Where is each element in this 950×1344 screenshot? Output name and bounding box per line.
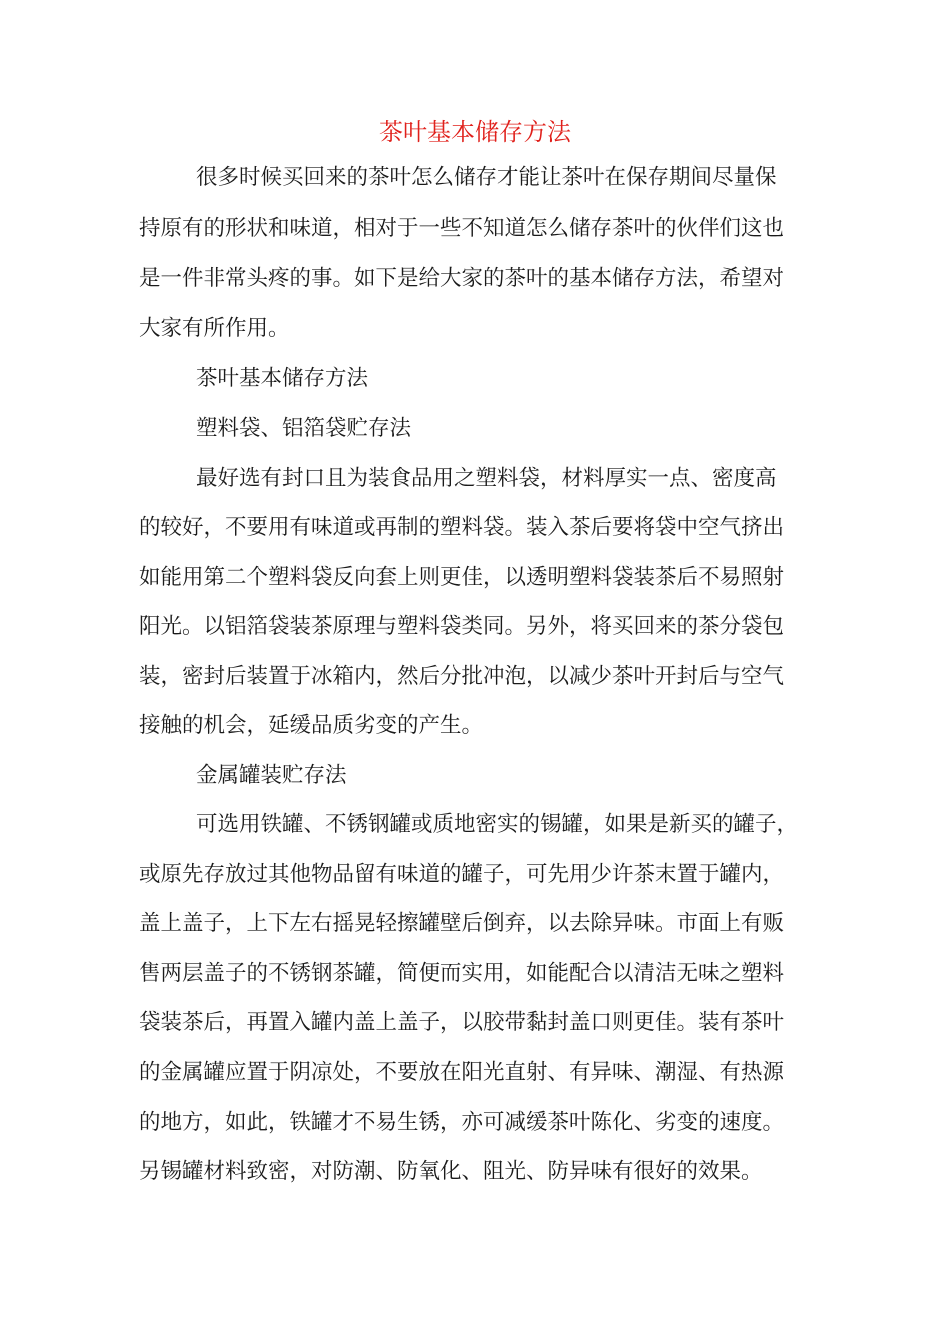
paragraph-line: 很多时候买回来的茶叶怎么储存才能让茶叶在保存期间尽量保	[196, 165, 777, 190]
paragraph-line: 装，密封后装置于冰箱内，然后分批冲泡，以减少茶叶开封后与空气	[139, 664, 785, 689]
paragraph-line: 另锡罐材料致密，对防潮、防氧化、阻光、防异味有很好的效果。	[139, 1159, 763, 1184]
section-heading: 茶叶基本储存方法	[196, 366, 369, 391]
paragraph-line: 阳光。以铝箔袋装茶原理与塑料袋类同。另外，将买回来的茶分袋包	[139, 614, 785, 639]
paragraph-line: 的金属罐应置于阴凉处，不要放在阳光直射、有异味、潮湿、有热源	[139, 1060, 785, 1085]
paragraph-line: 袋装茶后，再置入罐内盖上盖子，以胶带黏封盖口则更佳。装有茶叶	[139, 1010, 785, 1035]
paragraph-line: 接触的机会，延缓品质劣变的产生。	[139, 713, 484, 738]
paragraph-line: 持原有的形状和味道，相对于一些不知道怎么储存茶叶的伙伴们这也	[139, 216, 785, 241]
paragraph-line: 大家有所作用。	[139, 316, 290, 341]
paragraph-line: 如能用第二个塑料袋反向套上则更佳，以透明塑料袋装茶后不易照射	[139, 565, 785, 590]
paragraph-line: 的较好，不要用有味道或再制的塑料袋。装入茶后要将袋中空气挤出	[139, 515, 785, 540]
paragraph-line: 售两层盖子的不锈钢茶罐，简便而实用，如能配合以清洁无味之塑料	[139, 961, 785, 986]
section-heading: 塑料袋、铝箔袋贮存法	[196, 416, 412, 441]
paragraph-line: 是一件非常头疼的事。如下是给大家的茶叶的基本储存方法，希望对	[139, 266, 785, 291]
paragraph-line: 或原先存放过其他物品留有味道的罐子，可先用少许茶末置于罐内，	[139, 862, 785, 887]
paragraph-line: 的地方，如此，铁罐才不易生锈，亦可减缓茶叶陈化、劣变的速度。	[139, 1110, 785, 1135]
paragraph-line: 可选用铁罐、不锈钢罐或质地密实的锡罐，如果是新买的罐子，	[196, 812, 799, 837]
document-title: 茶叶基本储存方法	[379, 118, 571, 146]
paragraph-line: 最好选有封口且为装食品用之塑料袋，材料厚实一点、密度高	[196, 466, 777, 491]
section-heading: 金属罐装贮存法	[196, 763, 347, 788]
paragraph-line: 盖上盖子，上下左右摇晃轻擦罐壁后倒弃，以去除异味。市面上有贩	[139, 911, 785, 936]
